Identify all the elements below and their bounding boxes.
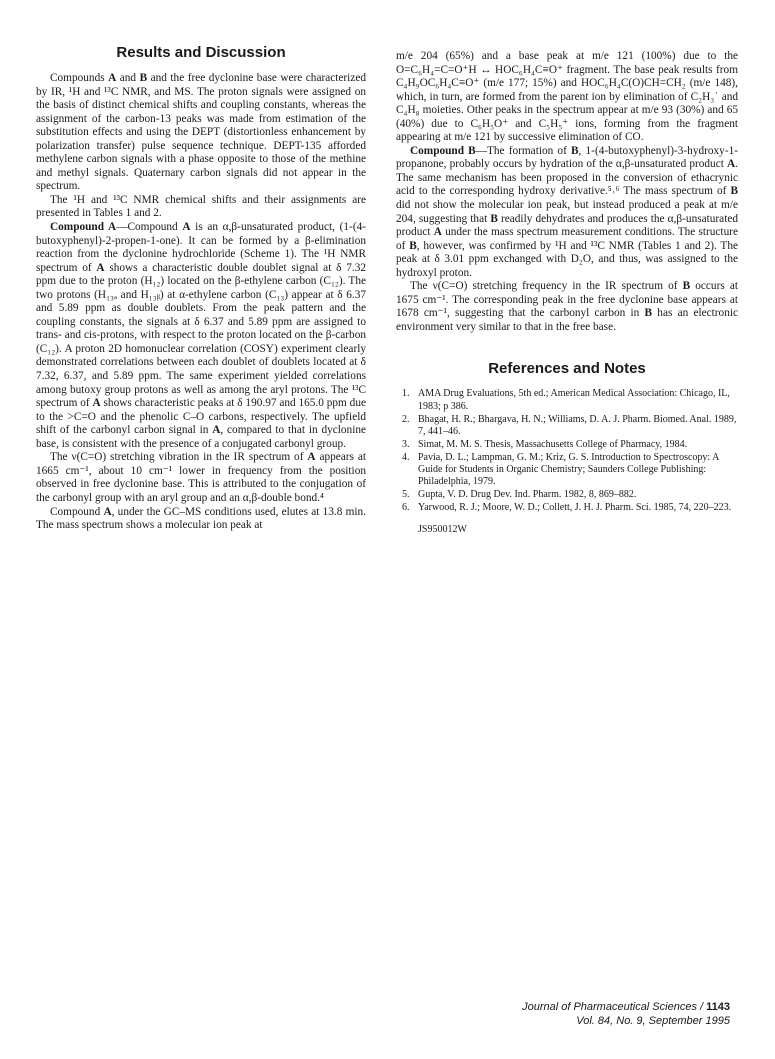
- reference-text: Gupta, V. D. Drug Dev. Ind. Pharm. 1982, 8, 869–882.: [418, 489, 637, 501]
- text-run: , however, was confirmed by ¹H and ¹³C NMR (Tables 1 and 2). The peak at δ 3.01 ppm exchanged with D₂O, and thus, was assigned to the hydroxyl proton.: [396, 239, 738, 279]
- page-number: 1143: [706, 1001, 730, 1013]
- paragraph: [396, 50, 738, 145]
- bold-run: Compound A: [50, 221, 117, 234]
- footer-journal-line: [522, 1000, 730, 1014]
- reference-number: 4.: [402, 451, 410, 463]
- bold-run: A: [307, 451, 316, 464]
- text-run: and the free dyclonine base were characterized by IR, ¹H and ¹³C NMR, and MS. The proton signals were assigned on the basis of distinct chemical shifts and coupling constants, whereas the assignment of the carbon-13 peaks was made from estimation of the substitution effects and using the DEPT (distortionless enhancement by polarization transfer) pulse sequence technique. DEPT-135 afforded methylene carbon signals with a phase opposite to those of the methine and methyl signals. Quaternary carbon signals did not appear in the spectrum.: [36, 72, 366, 193]
- reference-text: Simat, M. M. S. Thesis, Massachusetts College of Pharmacy, 1984.: [418, 438, 688, 450]
- reference-item: [396, 388, 738, 412]
- paragraph: [36, 221, 366, 451]
- reference-number: 3.: [402, 438, 410, 450]
- reference-text: Pavia, D. L.; Lampman, G. M.; Kriz, G. S. Introduction to Spectroscopy: A Guide for Students in Organic Chemistry; Saunders College Publishing: Philadelphia, 1979.: [418, 451, 719, 488]
- references-list: [396, 388, 738, 514]
- left-paragraphs: [36, 72, 366, 533]
- text-run: and: [116, 72, 140, 84]
- bold-run: B: [490, 212, 498, 225]
- text-run: appears at 1665 cm⁻¹, about 10 cm⁻¹ lower in frequency from the position observed in free dyclonine base. This is attributed to the conjugation of the carbonyl group with an aryl group and an α,β-double bond.⁴: [36, 451, 366, 504]
- bold-run: B: [644, 307, 653, 320]
- reference-item: [396, 452, 738, 488]
- bold-run: A: [182, 221, 191, 234]
- text-run: , compared to that in dyclonine base, is consistent with the presence of a conjugated carbonyl group.: [36, 424, 366, 450]
- page-footer: [522, 1000, 730, 1028]
- text-run: —Compound: [116, 221, 183, 234]
- right-column: [396, 50, 738, 537]
- text-run: The ¹H and ¹³C NMR chemical shifts and their assignments are presented in Tables 1 and 2.: [36, 193, 366, 220]
- reference-number: 5.: [402, 489, 410, 501]
- bold-run: A: [92, 397, 101, 410]
- reference-item: [396, 502, 738, 514]
- bold-run: A: [103, 505, 112, 518]
- reference-text: AMA Drug Evaluations, 5th ed.; American Medical Association: Chicago, IL, 1983; p 386.: [418, 388, 730, 412]
- text-run: The ν(C=O) stretching vibration in the IR spectrum of: [50, 451, 308, 464]
- text-run: —The formation of: [475, 144, 571, 157]
- paragraph: [396, 280, 738, 334]
- manuscript-code: JS950012W: [418, 524, 467, 536]
- reference-item: [396, 489, 738, 501]
- reference-number: 6.: [402, 502, 410, 514]
- bold-run: A: [433, 226, 442, 239]
- journal-name: Journal of Pharmaceutical Sciences /: [522, 1001, 707, 1013]
- references-heading: References and Notes: [488, 360, 646, 378]
- paragraph: [396, 145, 738, 280]
- text-run: readily dehydrates and produces the α,β-unsaturated product: [396, 212, 738, 239]
- left-column: [36, 44, 366, 533]
- text-run: Compound: [50, 505, 104, 518]
- text-run: did not show the molecular ion peak, but instead produced a peak at m/e 204, suggesting that: [396, 199, 738, 225]
- bold-run: B: [682, 280, 691, 293]
- bold-run: A: [96, 261, 105, 274]
- results-heading: Results and Discussion: [116, 44, 286, 61]
- right-paragraphs: [396, 50, 738, 334]
- text-run: m/e 204 (65%) and a base peak at m/e 121 (100%) due to the O=C₆H₄=C=O⁺H ↔ HOC₆H₄C≡O⁺ fragment. The base peak results from C₄H₉OC₆H₄C≡O⁺ (m/e 177; 15%) and HOC₆H₄C(O)CH=CH₂ (m/e 148), which, in turn, are formed from the parent ion by elimination of C₂H₃˙ and C₄H₈ moieties. Other peaks in the spectrum appear at m/e 93 (30%) and 65 (40%) due to C₆H₅O⁺ and C₅H₅⁺ ions, forming from the fragment appearing at m/e 121 by successive elimination of CO.: [396, 50, 738, 144]
- text-run: Compounds: [50, 72, 109, 84]
- reference-number: 2.: [402, 413, 410, 425]
- bold-run: A: [108, 72, 117, 84]
- text-run: The ν(C=O) stretching frequency in the IR spectrum of: [410, 280, 683, 293]
- bold-run: B: [139, 72, 148, 84]
- volume-line: Vol. 84, No. 9, September 1995: [576, 1015, 730, 1027]
- paragraph: [36, 194, 366, 221]
- text-run: has an electronic environment very similar to that in the free base.: [396, 307, 738, 333]
- bold-run: Compound B: [410, 144, 476, 157]
- paragraph: [36, 451, 366, 505]
- text-run: . The same mechanism has been proposed in the conversion of ethacrynic acid to the corresponding hydroxy derivative.⁵˒⁶ The mass spectrum of: [396, 158, 738, 198]
- reference-item: [396, 439, 738, 451]
- text-run: shows a characteristic double doublet signal at δ 7.32 ppm due to the proton (H₁₂) located on the β-ethylene carbon (C₁₂). The two protons (H₁₃ₐ and H₁₃ᵦ) at α-ethylene carbon (C₁₃) appear at δ 6.37 and 5.89 ppm as double doublets. From the peak pattern and the coupling constants, the signals at δ 6.37 and 5.89 ppm are assigned to trans- and cis-protons, with respect to the proton located on the β-carbon (C₁₂). A proton 2D homonuclear correlation (COSY) experiment clearly demonstrated correlations between each doublet of doublets located at δ 7.32, 6.37, and 5.89 ppm. The same experiment yielded correlations among butoxy group protons as well as among the aryl protons. The ¹³C spectrum of: [36, 261, 367, 410]
- text-run: is an α,β-unsaturated product, (1-(4-butoxyphenyl)-2-propen-1-one). It can be formed by a β-elimination reaction from the dyclonine hydrochloride (Scheme 1). The ¹H NMR spectrum of: [36, 221, 366, 274]
- bold-run: B: [730, 185, 738, 198]
- text-run: under the mass spectrum measurement conditions. The structure of: [396, 226, 738, 252]
- reference-item: [396, 414, 738, 438]
- bold-run: B: [571, 144, 579, 157]
- bold-run: A: [212, 424, 221, 437]
- text-run: shows characteristic peaks at δ 190.97 and 165.0 ppm due to the >C=O and the phenolic C–O carbons, respectively. The upfield shift of the carbonyl carbon signal in: [36, 397, 366, 437]
- text-run: occurs at 1675 cm⁻¹. The corresponding peak in the free dyclonine base appears at 1678 cm⁻¹, suggesting that the carbonyl carbon in: [396, 280, 738, 320]
- text-run: , under the GC–MS conditions used, elutes at 13.8 min. The mass spectrum shows a molecular ion peak at: [36, 505, 366, 532]
- bold-run: A: [727, 158, 736, 171]
- bold-run: B: [409, 239, 417, 252]
- reference-text: Bhagat, H. R.; Bhargava, H. N.; Williams, D. A. J. Pharm. Biomed. Anal. 1989, 7, 441–46.: [418, 413, 737, 437]
- paragraph: [36, 506, 366, 533]
- text-run: , 1-(4-butoxyphenyl)-3-hydroxy-1-propanone, probably occurs by hydration of the α,β-unsaturated product: [396, 144, 738, 171]
- reference-number: 1.: [402, 388, 410, 400]
- paragraph: [36, 72, 366, 194]
- reference-text: Yarwood, R. J.; Moore, W. D.; Collett, J. H. J. Pharm. Sci. 1985, 74, 220–223.: [418, 502, 732, 514]
